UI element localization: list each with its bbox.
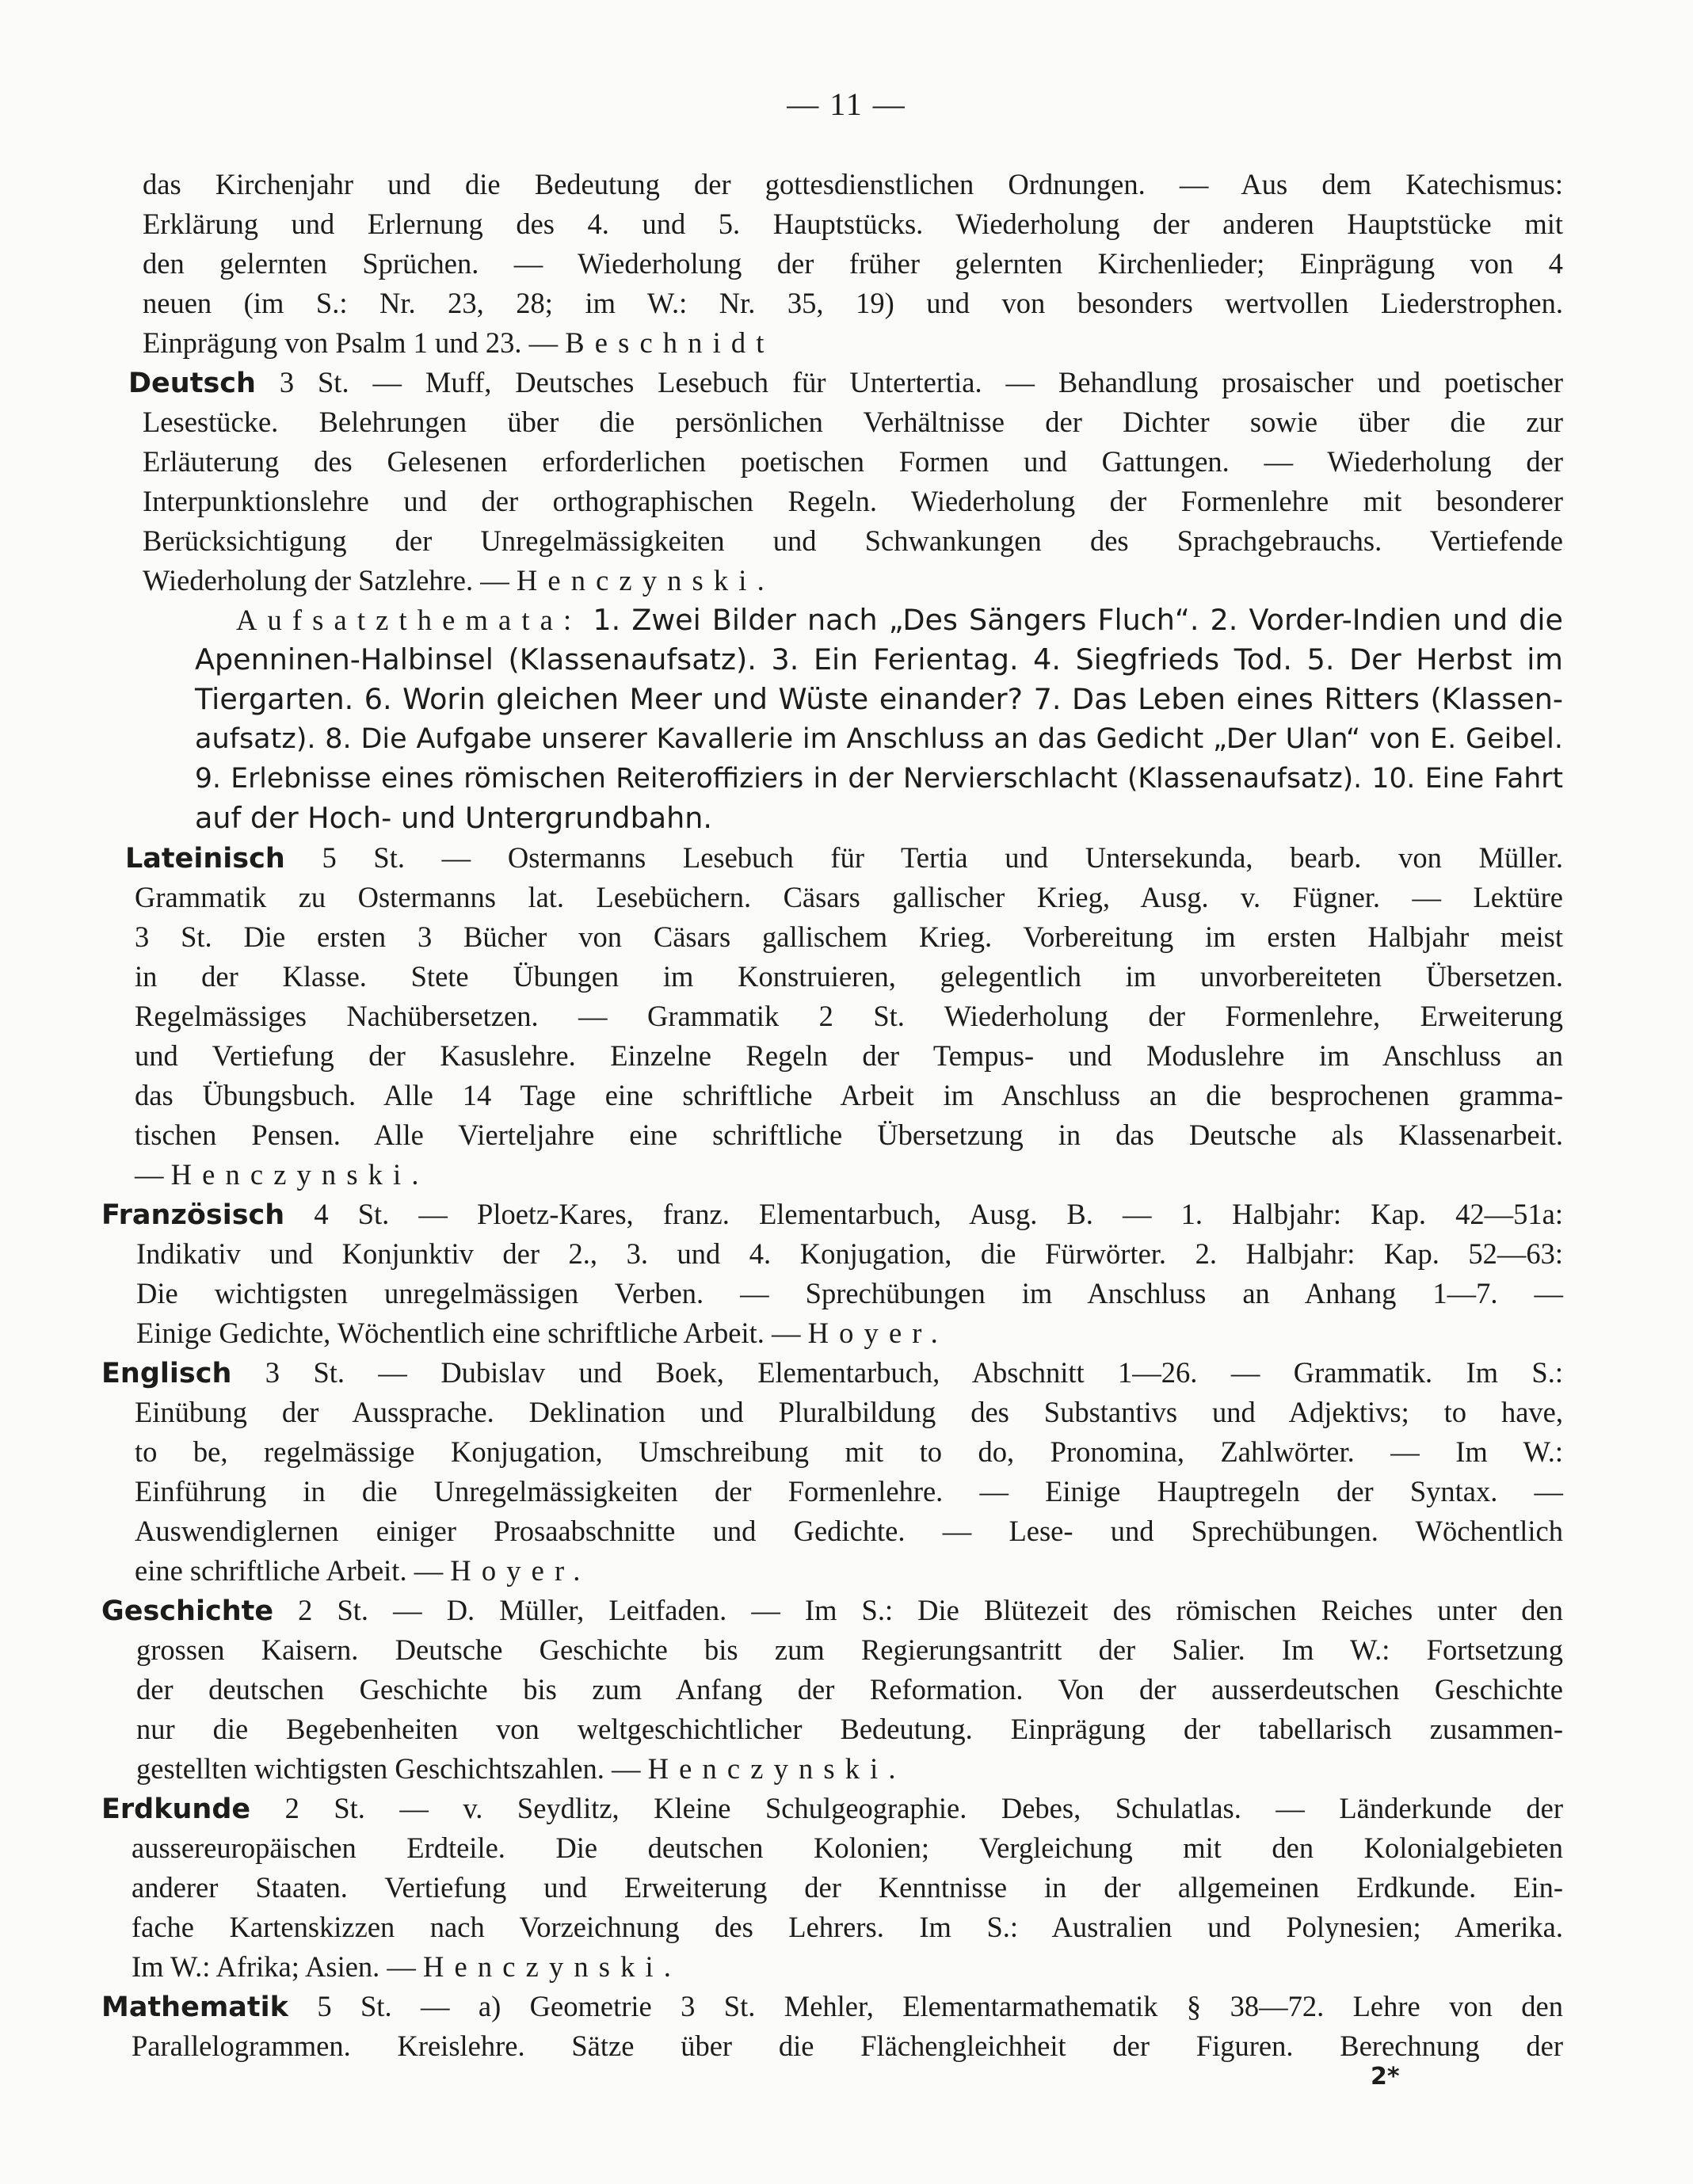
text-line: 3 St. Die ersten 3 Bücher von Cäsars gallischem Krieg. Vorbereitung im ersten Halbjahr meist	[135, 920, 1563, 953]
subject-heading: Geschichte	[101, 1595, 274, 1627]
text-line	[101, 838, 1563, 878]
subject-heading: Englisch	[101, 1358, 232, 1389]
subject-heading: Erdkunde	[101, 1793, 251, 1825]
text-line: Indikativ und Konjunktiv der 2., 3. und 4. Konjugation, die Fürwörter. 2. Halbjahr: Kap. 52—63:	[136, 1237, 1563, 1270]
themes-label: Aufsatzthemata:	[236, 604, 582, 636]
text-line: Berücksichtigung der Unregelmässigkeiten und Schwankungen des Sprachgebrauchs. Vertiefende	[143, 524, 1563, 557]
text-line: Die wichtigsten unregelmässigen Verben. — Sprechübungen im Anschluss an Anhang 1—7. —	[136, 1277, 1563, 1309]
section-englisch	[101, 1353, 1563, 1591]
text-fragment: Einige Gedichte, Wöchentlich eine schriftliche Arbeit. —	[136, 1317, 808, 1349]
section-religion-continued	[101, 165, 1563, 363]
text-line	[101, 600, 1563, 640]
text-fragment: 2 St. — v. Seydlitz, Kleine Schulgeographie. Debes, Schulatlas. — Länderkunde der	[250, 1792, 1563, 1824]
text-line: der deutschen Geschichte bis zum Anfang der Reformation. Von der ausserdeutschen Geschichte	[136, 1673, 1563, 1706]
section-erdkunde	[101, 1789, 1563, 1987]
text-fragment: 3 St. — Muff, Deutsches Lesebuch für Untertertia. — Behandlung prosaischer und poetischer	[255, 366, 1563, 398]
text-line: tischen Pensen. Alle Vierteljahre eine schriftliche Übersetzung in das Deutsche als Klassenarbeit.	[135, 1119, 1563, 1151]
text-line: neuen (im S.: Nr. 23, 28; im W.: Nr. 35, 19) und von besonders wertvollen Liederstrophen.	[143, 287, 1563, 319]
text-fragment: Wiederholung der Satzlehre. —	[143, 564, 517, 597]
teacher-name: Henczynski.	[516, 564, 775, 597]
text-line: Parallelogrammen. Kreislehre. Sätze über die Flächengleichheit der Figuren. Berechnung der	[132, 2030, 1563, 2062]
text-line	[101, 323, 1563, 363]
text-line	[101, 1195, 1563, 1234]
text-fragment: 5 St. — a) Geometrie 3 St. Mehler, Elementarmathematik § 38—72. Lehre von den	[288, 1990, 1563, 2022]
text-line	[101, 1749, 1563, 1789]
text-fragment: eine schriftliche Arbeit. —	[135, 1554, 451, 1587]
text-line: Interpunktionslehre und der orthographischen Regeln. Wiederholung der Formenlehre mit besonderer	[143, 485, 1563, 517]
subject-heading: Deutsch	[128, 368, 256, 399]
text-line	[101, 1789, 1563, 1828]
text-line: nur die Begebenheiten von weltgeschichtlicher Bedeutung. Einprägung der tabellarisch zusammen-	[136, 1713, 1563, 1745]
text-line	[101, 1947, 1563, 1987]
text-line: anderer Staaten. Vertiefung und Erweiterung der Kenntnisse in der allgemeinen Erdkunde. Ein-	[132, 1871, 1563, 1904]
teacher-name: Hoyer.	[807, 1317, 948, 1349]
section-mathematik	[101, 1987, 1563, 2066]
text-line: Auswendiglernen einiger Prosaabschnitte und Gedichte. — Lese- und Sprechübungen. Wöchentlich	[135, 1515, 1563, 1547]
text-fragment: —	[135, 1158, 171, 1191]
teacher-name: Henczynski.	[423, 1950, 682, 1983]
text-line	[101, 1155, 1563, 1195]
text-line: in der Klasse. Stete Übungen im Konstruieren, gelegentlich im unvorbereiteten Übersetzen.	[135, 960, 1563, 993]
teacher-name: Beschnidt	[565, 326, 775, 359]
text-line: das Übungsbuch. Alle 14 Tage eine schriftliche Arbeit im Anschluss an die besprochenen gramma-	[135, 1079, 1563, 1111]
section-lateinisch	[101, 838, 1563, 1195]
text-line: Apenninen-Halbinsel (Klassenaufsatz). 3. Ein Ferientag. 4. Siegfrieds Tod. 5. Der Herbst im	[195, 642, 1563, 677]
text-line	[101, 1353, 1563, 1393]
text-line: Erklärung und Erlernung des 4. und 5. Hauptstücks. Wiederholung der anderen Hauptstücke mit	[143, 208, 1563, 240]
text-fragment: 2 St. — D. Müller, Leitfaden. — Im S.: Die Blütezeit des römischen Reiches unter den	[273, 1594, 1563, 1626]
text-line	[101, 561, 1563, 600]
text-line	[101, 363, 1563, 402]
text-line: aussereuropäischen Erdteile. Die deutschen Kolonien; Vergleichung mit den Kolonialgebieten	[132, 1831, 1563, 1864]
section-franzoesisch	[101, 1195, 1563, 1353]
text-line: Einführung in die Unregelmässigkeiten der Formenlehre. — Einige Hauptregeln der Syntax. —	[135, 1475, 1563, 1507]
sheet-signature: 2*	[1371, 2063, 1400, 2091]
text-line: grossen Kaisern. Deutsche Geschichte bis zum Regierungsantritt der Salier. Im W.: Fortsetzung	[136, 1633, 1563, 1666]
text-line: fache Kartenskizzen nach Vorzeichnung des Lehrers. Im S.: Australien und Polynesien; Amerika.	[132, 1911, 1563, 1943]
text-line: to be, regelmässige Konjugation, Umschreibung mit to do, Pronomina, Zahlwörter. — Im W.:	[135, 1435, 1563, 1468]
text-line: Einübung der Aussprache. Deklination und Pluralbildung des Substantivs und Adjektivs; to have,	[135, 1396, 1563, 1428]
text-line: das Kirchenjahr und die Bedeutung der gottesdienstlichen Ordnungen. — Aus dem Katechismus:	[143, 168, 1563, 200]
page-number: — 11 —	[787, 86, 906, 122]
text-fragment: 1. Zwei Bilder nach „Des Sängers Fluch“. 2. Vorder-Indien und die	[581, 603, 1563, 637]
text-line: und Vertiefung der Kasuslehre. Einzelne Regeln der Tempus- und Moduslehre im Anschluss an	[135, 1039, 1563, 1072]
text-line	[101, 1313, 1563, 1353]
section-deutsch	[101, 363, 1563, 838]
text-line: den gelernten Sprüchen. — Wiederholung der früher gelernten Kirchenlieder; Einprägung von 4	[143, 247, 1563, 280]
subject-heading: Lateinisch	[125, 843, 285, 875]
subject-heading: Französisch	[101, 1199, 285, 1231]
text-line: Grammatik zu Ostermanns lat. Lesebüchern. Cäsars gallischer Krieg, Ausg. v. Fügner. — Lektüre	[135, 881, 1563, 913]
text-line: Regelmässiges Nachübersetzen. — Grammatik 2 St. Wiederholung der Formenlehre, Erweiterung	[135, 1000, 1563, 1032]
text-fragment: 5 St. — Ostermanns Lesebuch für Tertia und Untersekunda, bearb. von Müller.	[284, 841, 1563, 874]
text-line: Lesestücke. Belehrungen über die persönlichen Verhältnisse der Dichter sowie über die zur	[143, 406, 1563, 438]
text-line	[101, 1551, 1563, 1591]
text-line: 9. Erlebnisse eines römischen Reiteroffiziers in der Nervierschlacht (Klassenaufsatz). 10. Eine Fahrt	[195, 763, 1563, 795]
text-line	[101, 1591, 1563, 1630]
teacher-name: Hoyer.	[450, 1554, 591, 1587]
text-line: Erläuterung des Gelesenen erforderlichen poetischen Formen und Gattungen. — Wiederholung der	[143, 445, 1563, 478]
document-body	[101, 165, 1563, 2066]
text-line: Tiergarten. 6. Worin gleichen Meer und Wüste einander? 7. Das Leben eines Ritters (Klassen-	[195, 682, 1563, 716]
text-fragment: Einprägung von Psalm 1 und 23. —	[143, 326, 566, 359]
text-fragment: 4 St. — Ploetz-Kares, franz. Elementarbuch, Ausg. B. — 1. Halbjahr: Kap. 42—51a:	[284, 1198, 1563, 1230]
text-line: auf der Hoch- und Untergrundbahn.	[195, 801, 712, 835]
text-line	[101, 1987, 1563, 2026]
text-fragment: 3 St. — Dubislav und Boek, Elementarbuch, Abschnitt 1—26. — Grammatik. Im S.:	[231, 1356, 1563, 1389]
subject-heading: Mathematik	[101, 1992, 288, 2023]
text-fragment: Im W.: Afrika; Asien. —	[132, 1950, 424, 1983]
text-line: aufsatz). 8. Die Aufgabe unserer Kavallerie im Anschluss an das Gedicht „Der Ulan“ von E. Geibel.	[195, 723, 1563, 755]
text-fragment: gestellten wichtigsten Geschichtszahlen. —	[136, 1752, 648, 1785]
teacher-name: Henczynski.	[170, 1158, 429, 1191]
section-geschichte	[101, 1591, 1563, 1789]
teacher-name: Henczynski.	[647, 1752, 906, 1785]
